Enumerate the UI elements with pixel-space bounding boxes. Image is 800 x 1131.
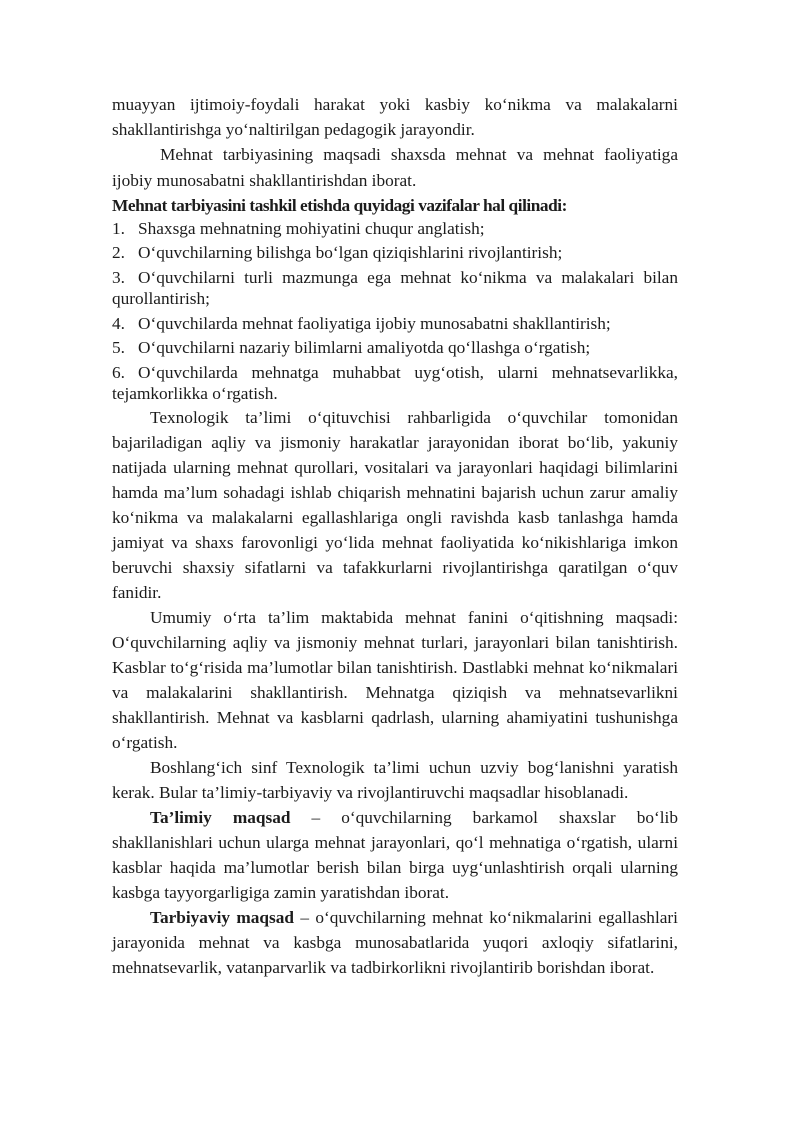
technology-definition: Texnologik ta’limi o‘qituvchisi rahbarligida o‘quvchilar tomonidan bajariladigan aqliy va jismoniy harakatlar jarayonidan iborat bo‘lib, yakuniy natijada ularning mehnat qurollari, vositalari va jarayonlari haqidagi bilimlarini hamda ma’lum sohadagi ishlab chiqarish mehnatini bajarish uchun zarur amaliy ko‘nikma va malakalarni egallashlariga ongli ravishda kasb tanlashga hamda jamiyat va shaxs farovonligi yo‘lida mehnat faoliyatida ko‘nikishlariga imkon beruvchi shaxsiy sifatlarni va tafakkurlarni rivojlantirishga qaratilgan o‘quv fanidir. [112, 407, 678, 602]
upbringing-goal-paragraph: Tarbiyaviy maqsad – o‘quvchilarning mehnat ko‘nikmalarini egallashlari jarayonida mehnat va kasbga munosabatlarida yuqori axloqiy sifatlarini, mehnatsevarlik, vatanparvarlik va tadbirkorlikni rivojlantirib borishdan iborat. [112, 907, 678, 977]
primary-link-paragraph: Boshlang‘ich sinf Texnologik ta’limi uchun uzviy bog‘lanishni yaratish kerak. Bular ta’limiy-tarbiyaviy va rivojlantiruvchi maqsadlar hisoblanadi. [112, 757, 678, 802]
list-item: 5. O‘quvchilarni nazariy bilimlarni amaliyotda qo‘llashga o‘rgatish; [112, 338, 591, 358]
educational-goal-paragraph: Ta’limiy maqsad – o‘quvchilarning barkamol shaxslar bo‘lib shakllanishlari uchun ularga mehnat jarayonlari, qo‘l mehnatiga o‘rgatish, ularni kasblar haqida ma’lumotlar berish bilan birga uyg‘unlashtirish orqali ularning kasbga tayyorgarligiga zamin yaratishdan iborat. [112, 807, 678, 902]
list-item: 6. O‘quvchilarda mehnatga muhabbat uyg‘otish, ularni mehnatsevarlikka, tejamkorlikka o‘rgatish. [112, 362, 678, 404]
goal-paragraph: Mehnat tarbiyasining maqsadi shaxsda mehnat va mehnat faoliyatiga ijobiy munosabatni shakllantirishdan iborat. [112, 145, 678, 190]
tasks-list [112, 218, 678, 405]
intro-continuation: muayyan ijtimoiy-foydali harakat yoki kasbiy ko‘nikma va malakalarni shakllantirishga yo‘naltirilgan pedagogik jarayondir. [112, 95, 678, 140]
school-goal-paragraph: Umumiy o‘rta ta’lim maktabida mehnat fanini o‘qitishning maqsadi: O‘quvchilarning aqliy va jismoniy mehnat turlari, jarayonlari bilan tanishtirish. Kasblar to‘g‘risida ma’lumotlar bilan tanishtirish. Dastlabki mehnat ko‘nikmalari va malakalarini shakllantirish. Mehnatga qiziqish va mehnatsevarlikni shakllantirish. Mehnat va kasblarni qadrlash, ularning ahamiyatini tushunishga o‘rgatish. [112, 607, 678, 752]
list-item: 1. Shaxsga mehnatning mohiyatini chuqur anglatish; [112, 218, 485, 238]
body-section [112, 405, 678, 980]
list-item: 4. O‘quvchilarda mehnat faoliyatiga ijobiy munosabatni shakllantirish; [112, 313, 611, 333]
document-page [112, 92, 678, 980]
educational-goal-term: Ta’limiy maqsad [150, 807, 291, 827]
upbringing-goal-term: Tarbiyaviy maqsad [150, 907, 294, 927]
list-item: 2. O‘quvchilarning bilishga bo‘lgan qiziqishlarini rivojlantirish; [112, 243, 563, 263]
tasks-heading: Mehnat tarbiyasini tashkil etishda quyidagi vazifalar hal qilinadi: [112, 195, 567, 215]
list-item: 3. O‘quvchilarni turli mazmunga ega mehnat ko‘nikma va malakalari bilan qurollantirish; [112, 267, 678, 309]
